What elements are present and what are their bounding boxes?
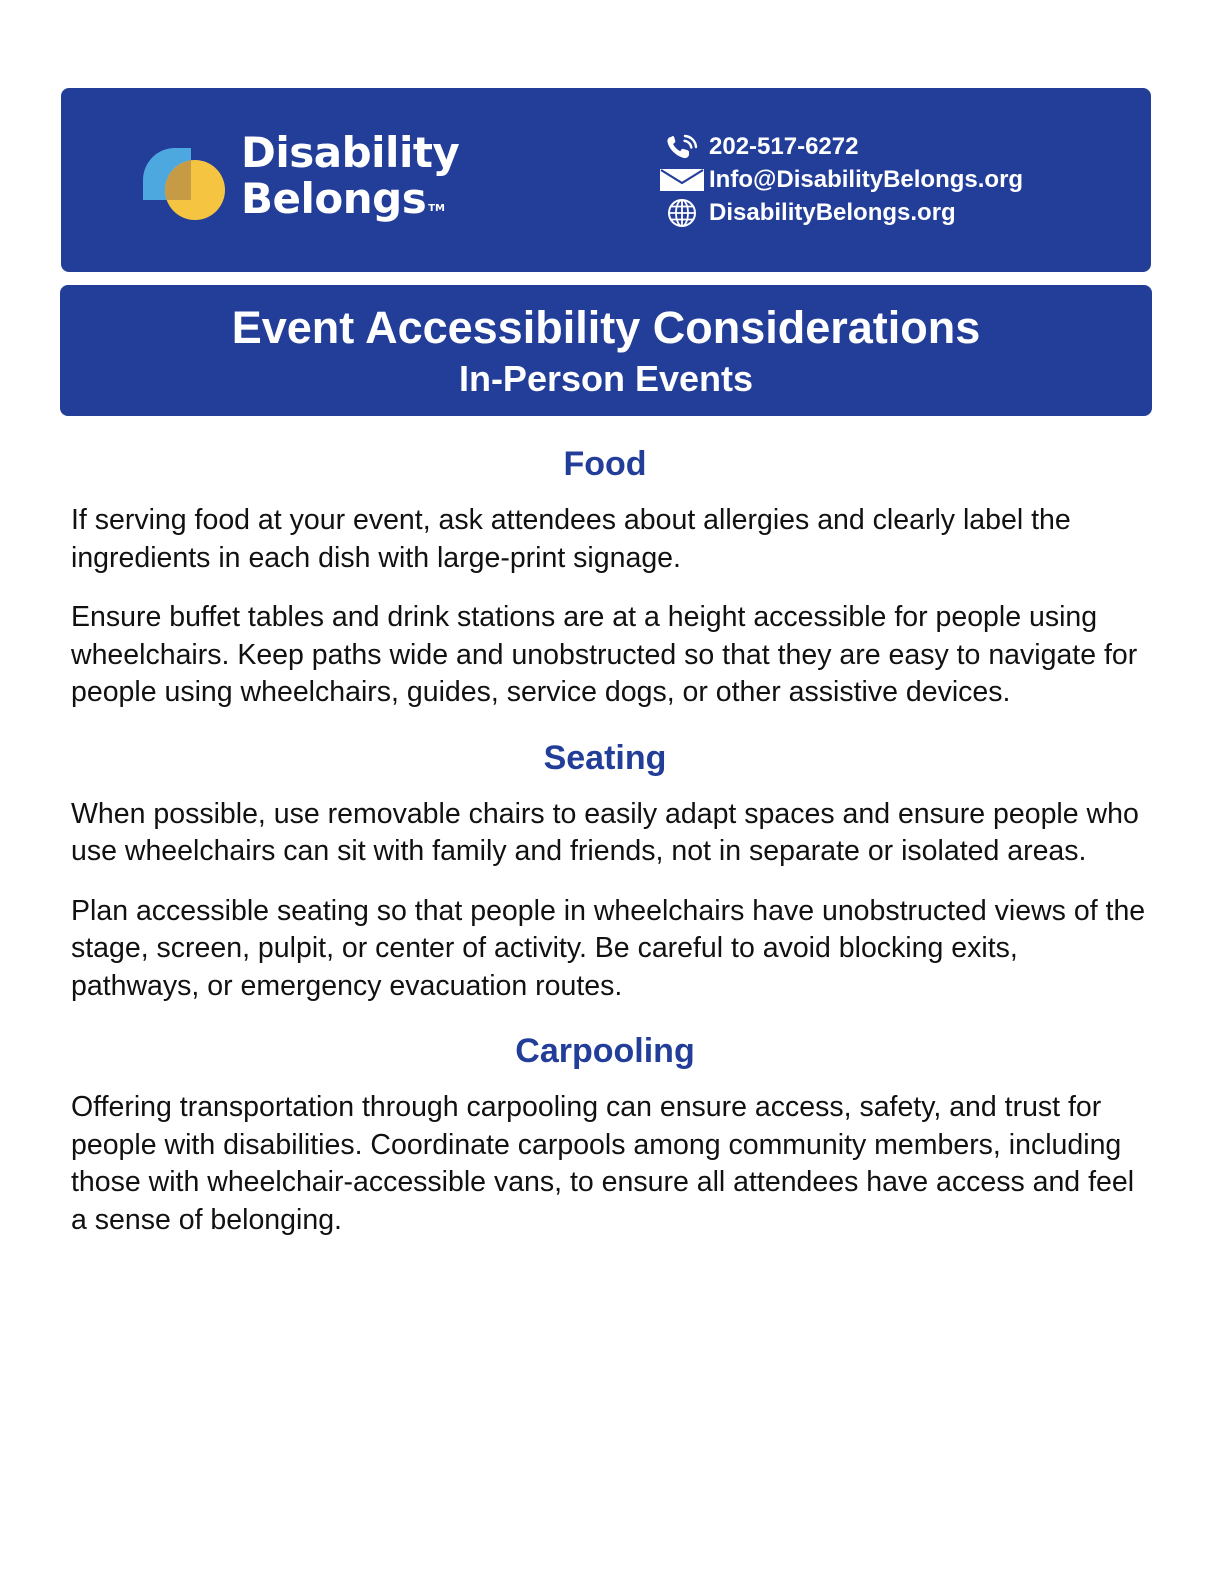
contact-email[interactable]: Info@DisabilityBelongs.org bbox=[709, 165, 1024, 193]
logo-mark-icon bbox=[139, 140, 229, 224]
contact-phone[interactable]: 202-517-6272 bbox=[709, 132, 859, 160]
seating-paragraph-2: Plan accessible seating so that people in wheelchairs have unobstructed views of the stage, screen, pulpit, or center of activity. Be careful to avoid blocking exits, pathways, or emergency evacuation routes. bbox=[71, 894, 1146, 1002]
main-content bbox=[71, 440, 1151, 1261]
logo-line-1: Disability bbox=[241, 128, 460, 177]
header-banner bbox=[61, 88, 1151, 272]
section-heading-food: Food bbox=[563, 445, 647, 483]
contact-phone-row[interactable] bbox=[659, 130, 1129, 163]
section-carpooling bbox=[71, 1027, 1151, 1239]
seating-paragraph-1: When possible, use removable chairs to easily adapt spaces and ensure people who use wheelchairs can sit with family and friends, not in separate or isolated areas. bbox=[71, 797, 1139, 867]
phone-icon bbox=[659, 133, 705, 161]
title-banner bbox=[60, 285, 1152, 416]
contact-info bbox=[659, 130, 1129, 229]
section-heading-carpooling: Carpooling bbox=[515, 1032, 695, 1070]
globe-icon bbox=[659, 199, 705, 227]
food-paragraph-2: Ensure buffet tables and drink stations are at a height accessible for people using wheelchairs. Keep paths wide and unobstructed so that they are easy to navigate for people using wheelchairs, guides, service dogs, or other assistive devices. bbox=[71, 601, 1138, 708]
food-paragraph-1: If serving food at your event, ask attendees about allergies and clearly label the ingredients in each dish with large-print signage. bbox=[71, 504, 1071, 574]
carpooling-paragraph-1: Offering transportation through carpooling can ensure access, safety, and trust for people with disabilities. Coordinate carpools among community members, including those with wheelchair-accessible vans, to ensure all attendees have access and feel a sense of belonging. bbox=[71, 1091, 1135, 1236]
logo-line-2: Belongs bbox=[241, 174, 427, 223]
section-food bbox=[71, 440, 1151, 712]
contact-website-row[interactable] bbox=[659, 196, 1129, 229]
trademark-symbol: TM bbox=[428, 203, 445, 214]
page-subtitle: In-Person Events bbox=[458, 358, 754, 399]
page-title: Event Accessibility Considerations bbox=[231, 302, 981, 353]
contact-email-row[interactable] bbox=[659, 163, 1129, 196]
section-seating bbox=[71, 734, 1151, 1006]
section-heading-seating: Seating bbox=[543, 738, 667, 777]
envelope-icon bbox=[659, 166, 705, 194]
contact-website[interactable]: DisabilityBelongs.org bbox=[709, 198, 956, 226]
disability-belongs-logo[interactable] bbox=[139, 128, 469, 238]
logo-wordmark bbox=[241, 130, 459, 222]
